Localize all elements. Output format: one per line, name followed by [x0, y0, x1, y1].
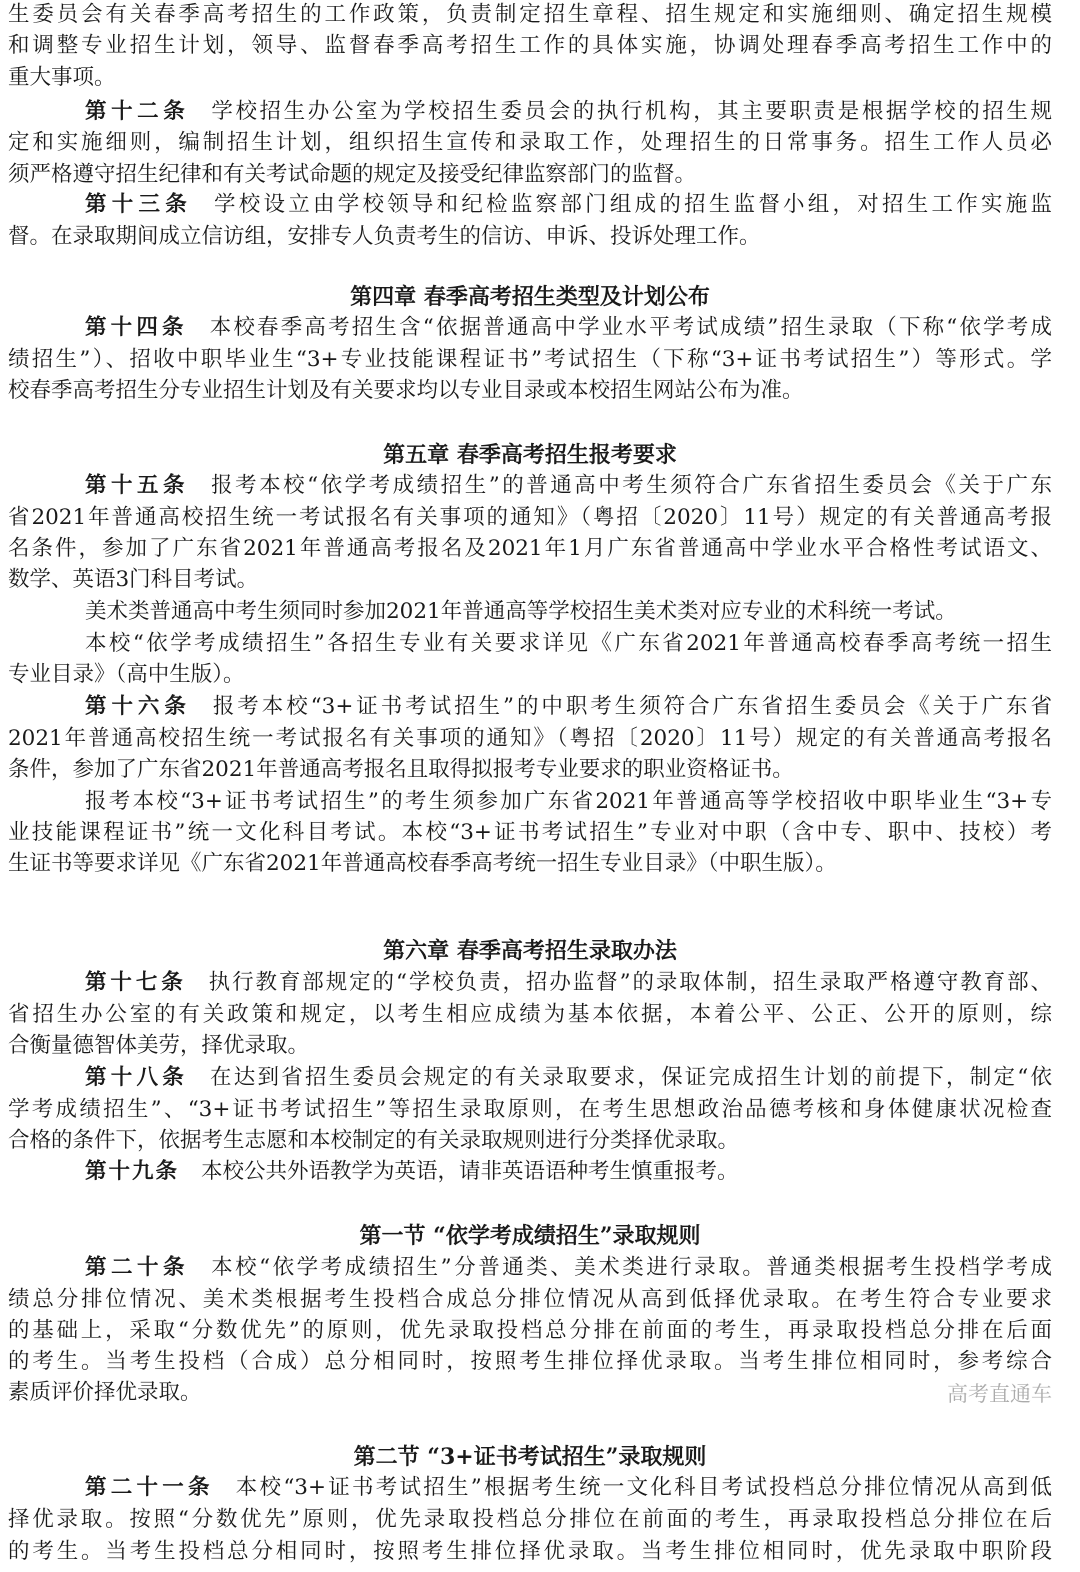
- text-line: [85, 787, 1052, 817]
- text-line: [8, 128, 1052, 158]
- line-text: 生委员会有关春季高考招生的工作政策，负责制定招生章程、招生规定和实施细则、确定招生规模: [8, 2, 1052, 27]
- text-line: [85, 1253, 1052, 1283]
- text-line: [85, 471, 1052, 501]
- text-line: [8, 565, 1052, 595]
- line-text: 绩招生”）、招收中职毕业生“3+专业技能课程证书”考试招生（下称“3+证书考试招生”）等形式。学: [8, 347, 1052, 372]
- text-line: [8, 376, 1052, 406]
- line-text: 学校设立由学校领导和纪检监察部门组成的招生监督小组，对招生工作实施监: [213, 192, 1052, 217]
- text-line: [85, 97, 1052, 127]
- text-line: [8, 1095, 1052, 1125]
- line-text: 的考生。当考生投档（合成）总分相同时，按照考生排位择优录取。当考生排位相同时，参考综合: [8, 1349, 1052, 1374]
- section-heading: 第一节 “依学考成绩招生”录取规则: [359, 1223, 701, 1249]
- line-text: 省2021年普通高校招生统一考试报名有关事项的通知》（粤招〔2020〕11号）规定的有关普通高考报: [8, 505, 1052, 530]
- article-number: 第十五条: [85, 473, 190, 498]
- line-text: 报考本校“依学考成绩招生”的普通高中考生须符合广东省招生委员会《关于广东: [211, 473, 1052, 498]
- text-line: [8, 1000, 1052, 1030]
- text-line: [8, 1347, 1052, 1377]
- line-text: 美术类普通高中考生须同时参加2021年普通高等学校招生美术类对应专业的术科统一考试。: [85, 599, 957, 624]
- line-text: 的基础上，采取“分数优先”的原则，优先录取投档总分排在前面的考生，再录取投档总分排在后面: [8, 1318, 1052, 1343]
- article-number: 第二十一条: [85, 1475, 214, 1500]
- line-text: 素质评价择优录取。: [8, 1380, 202, 1405]
- line-text: 执行教育部规定的“学校负责，招办监督”的录取体制，招生录取严格遵守教育部、: [208, 970, 1052, 995]
- line-text: 省招生办公室的有关政策和规定，以考生相应成绩为基本依据，本着公平、公正、公开的原则，综: [8, 1002, 1052, 1027]
- section-heading: 第五章 春季高考招生报考要求: [383, 442, 677, 468]
- text-line: [8, 818, 1052, 848]
- line-text: 本校“3+证书考试招生”根据考生统一文化科目考试投档总分排位情况从高到低: [235, 1475, 1052, 1500]
- text-line: [85, 1473, 1052, 1503]
- section-heading: 第二节 “3+证书考试招生”录取规则: [353, 1444, 707, 1470]
- text-line: [8, 1537, 1052, 1567]
- text-line: [8, 0, 1052, 30]
- line-text: 和调整专业招生计划，领导、监督春季高考招生工作的具体实施，协调处理春季高考招生工作中的: [8, 33, 1052, 58]
- line-text: 本校公共外语教学为英语，请非英语语种考生慎重报考。: [201, 1159, 739, 1184]
- line-text: 绩总分排位情况、美术类根据考生投档合成总分排位情况从高到低择优录取。在考生符合专业要求: [8, 1287, 1052, 1312]
- line-text: 本校春季高考招生含“依据普通高中学业水平考试成绩”招生录取（下称“依学考成: [209, 315, 1052, 340]
- line-text: 在达到省招生委员会规定的有关录取要求，保证完成招生计划的前提下，制定“依: [209, 1065, 1052, 1090]
- section-heading: 第六章 春季高考招生录取办法: [383, 938, 677, 964]
- text-line: [8, 660, 1052, 690]
- section-heading: 第四章 春季高考招生类型及计划公布: [350, 284, 710, 310]
- text-line: [8, 31, 1052, 61]
- text-line: [85, 968, 1052, 998]
- article-number: 第十三条: [85, 192, 192, 217]
- text-line: [85, 692, 1052, 722]
- article-number: 第十八条: [85, 1065, 188, 1090]
- line-text: 本校“依学考成绩招生”各招生专业有关要求详见《广东省2021年普通高校春季高考统一招生: [85, 631, 1052, 656]
- line-text: 学校招生办公室为学校招生委员会的执行机构，其主要职责是根据学校的招生规: [211, 99, 1052, 124]
- article-number: 第十四条: [85, 315, 188, 340]
- text-line: [8, 724, 1052, 754]
- text-line: [8, 1031, 1052, 1061]
- line-text: 校春季高考招生分专业招生计划及有关要求均以专业目录或本校招生网站公布为准。: [8, 378, 804, 403]
- text-line: [8, 755, 1052, 785]
- text-line: [8, 222, 1052, 252]
- line-text: 生证书等要求详见《广东省2021年普通高校春季高考统一招生专业目录》（中职生版）。: [8, 851, 837, 876]
- line-text: 合衡量德智体美劳，择优录取。: [8, 1033, 310, 1058]
- line-text: 报考本校“3+证书考试招生”的考生须参加广东省2021年普通高等学校招收中职毕业生“3+专: [85, 789, 1052, 814]
- text-line: [8, 849, 1052, 879]
- article-number: 第十六条: [85, 694, 191, 719]
- line-text: 条件，参加了广东省2021年普通高考报名且取得拟报考专业要求的职业资格证书。: [8, 757, 794, 782]
- line-text: 专业目录》（高中生版）。: [8, 662, 245, 687]
- line-text: 学考成绩招生”、“3+证书考试招生”等招生录取原则，在考生思想政治品德考核和身体健康状况检查: [8, 1097, 1052, 1122]
- line-text: 报考本校“3+证书考试招生”的中职考生须符合广东省招生委员会《关于广东省: [212, 694, 1052, 719]
- watermark: 高考直通车: [947, 1382, 1052, 1406]
- text-line: [8, 160, 1052, 190]
- line-text: 择优录取。按照“分数优先”原则，优先录取投档总分排位在前面的考生，再录取投档总分排位在后: [8, 1507, 1052, 1532]
- text-line: [85, 313, 1052, 343]
- line-text: 督。在录取期间成立信访组，安排专人负责考生的信访、申诉、投诉处理工作。: [8, 224, 761, 249]
- text-line: [8, 63, 1052, 93]
- line-text: 重大事项。: [8, 65, 116, 90]
- text-line: [8, 1316, 1052, 1346]
- text-line: [85, 629, 1052, 659]
- text-line: [85, 1063, 1052, 1093]
- text-line: [8, 1505, 1052, 1535]
- article-number: 第十七条: [85, 970, 187, 995]
- text-line: [85, 1157, 1052, 1187]
- line-text: 名条件，参加了广东省2021年普通高考报名及2021年1月广东省普通高中学业水平合格性考试语文、: [8, 536, 1052, 561]
- line-text: 合格的条件下，依据考生志愿和本校制定的有关录取规则进行分类择优录取。: [8, 1128, 740, 1153]
- text-line: [8, 1285, 1052, 1315]
- line-text: 2021年普通高校招生统一考试报名有关事项的通知》（粤招〔2020〕11号）规定的有关普通高考报名: [8, 726, 1052, 751]
- text-line: [8, 534, 1052, 564]
- line-text: 业技能课程证书”统一文化科目考试。本校“3+证书考试招生”专业对中职（含中专、职中、技校）考: [8, 820, 1052, 845]
- text-line: [8, 1126, 1052, 1156]
- line-text: 定和实施细则，编制招生计划，组织招生宣传和录取工作，处理招生的日常事务。招生工作人员必: [8, 130, 1052, 155]
- text-line: [8, 345, 1052, 375]
- text-line: [85, 597, 1052, 627]
- line-text: 须严格遵守招生纪律和有关考试命题的规定及接受纪律监察部门的监督。: [8, 162, 697, 187]
- text-line: [8, 1378, 1052, 1408]
- line-text: 本校“依学考成绩招生”分普通类、美术类进行录取。普通类根据考生投档学考成: [211, 1255, 1052, 1280]
- article-number: 第十二条: [85, 99, 190, 124]
- text-line: [85, 190, 1052, 220]
- line-text: 数学、英语3门科目考试。: [8, 567, 259, 592]
- article-number: 第十九条: [85, 1159, 180, 1184]
- text-line: [8, 503, 1052, 533]
- line-text: 的考生。当考生投档总分相同时，按照考生排位择优录取。当考生排位相同时，优先录取中职阶段: [8, 1539, 1052, 1564]
- article-number: 第二十条: [85, 1255, 190, 1280]
